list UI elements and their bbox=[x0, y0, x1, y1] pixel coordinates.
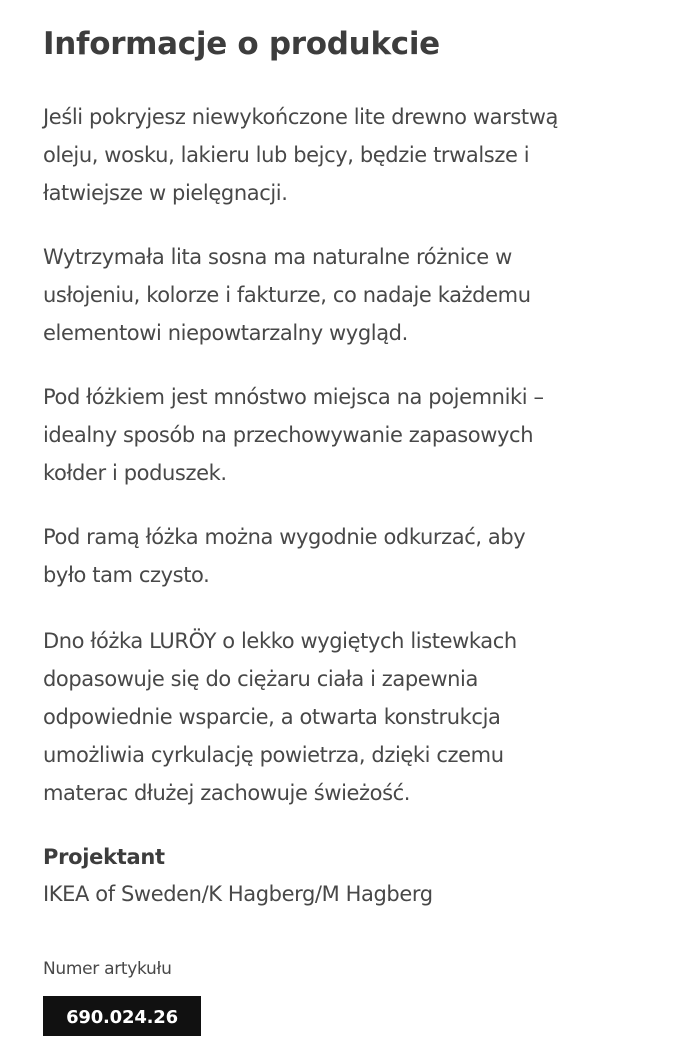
section-title: Informacje o produkcie bbox=[43, 26, 440, 62]
paragraph-under-bed-storage bbox=[43, 378, 544, 492]
text-line: dopasowuje się do ciężaru ciała i zapewnia bbox=[43, 667, 478, 691]
designer-value: IKEA of Sweden/K Hagberg/M Hagberg bbox=[43, 882, 433, 906]
text-line: odpowiednie wsparcie, a otwarta konstrukcja bbox=[43, 705, 501, 729]
article-number-label: Numer artykułu bbox=[43, 959, 172, 979]
text-line: idealny sposób na przechowywanie zapasowych bbox=[43, 423, 534, 447]
text-line: łatwiejsze w pielęgnacji. bbox=[43, 181, 288, 205]
text-line: Pod ramą łóżka można wygodnie odkurzać, aby bbox=[43, 525, 526, 549]
text-line: Pod łóżkiem jest mnóstwo miejsca na pojemniki – bbox=[43, 385, 544, 409]
text-line: Dno łóżka LURÖY o lekko wygiętych listewkach bbox=[43, 629, 517, 653]
text-line: elementowi niepowtarzalny wygląd. bbox=[43, 321, 408, 345]
text-line: Jeśli pokryjesz niewykończone lite drewno warstwą bbox=[43, 105, 558, 129]
text-line: umożliwia cyrkulację powietrza, dzięki czemu bbox=[43, 743, 504, 767]
text-line: usłojeniu, kolorze i fakturze, co nadaje każdemu bbox=[43, 283, 531, 307]
text-line: Wytrzymała lita sosna ma naturalne różnice w bbox=[43, 245, 512, 269]
text-line: kołder i poduszek. bbox=[43, 461, 227, 485]
paragraph-vacuum bbox=[43, 518, 525, 594]
text-line: oleju, wosku, lakieru lub bejcy, będzie trwalsze i bbox=[43, 143, 530, 167]
text-line: materac dłużej zachowuje świeżość. bbox=[43, 781, 411, 805]
paragraph-finish-care bbox=[43, 98, 558, 212]
text-line: było tam czysto. bbox=[43, 563, 210, 587]
paragraph-slatted-base bbox=[43, 622, 517, 812]
designer-label: Projektant bbox=[43, 845, 165, 869]
article-number-badge: 690.024.26 bbox=[43, 996, 201, 1036]
paragraph-solid-pine bbox=[43, 238, 531, 352]
